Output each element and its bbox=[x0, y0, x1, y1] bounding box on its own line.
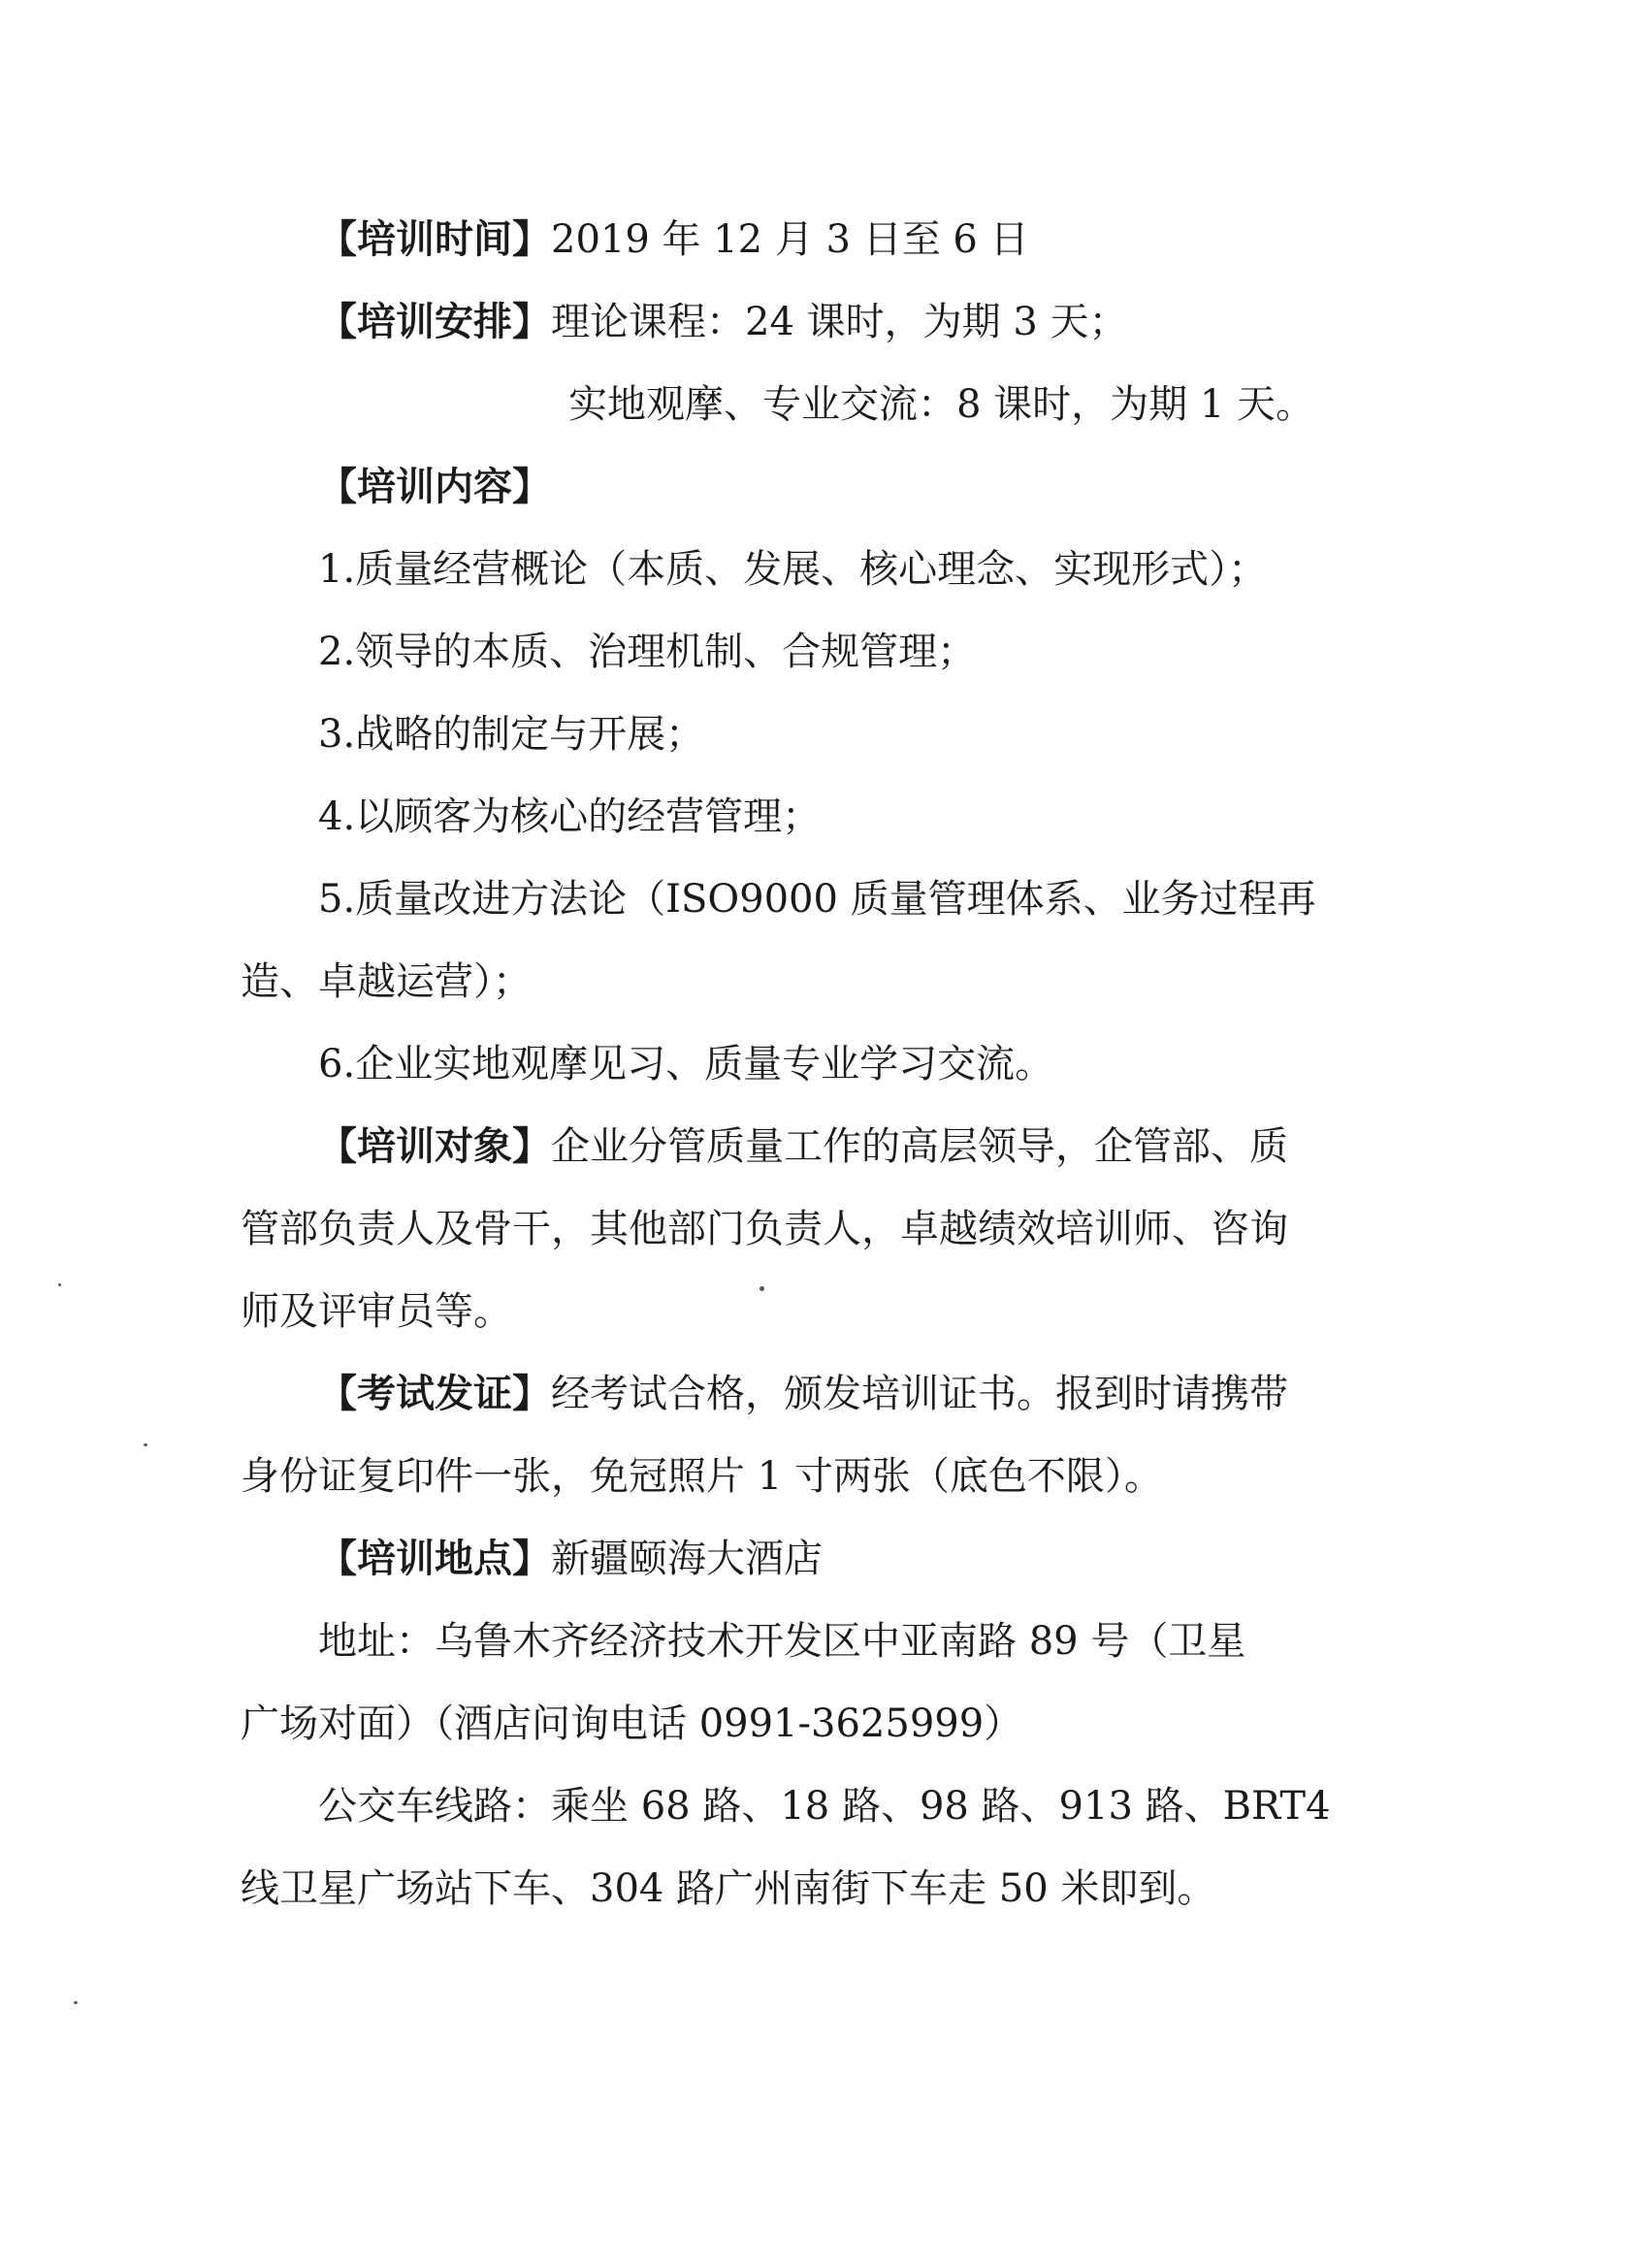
training-target-row-3 bbox=[241, 1271, 1356, 1353]
training-target-line2: 管部负责人及骨干，其他部门负责人，卓越绩效培训师、咨询 bbox=[241, 1207, 1288, 1251]
training-target-label: 【培训对象】 bbox=[318, 1124, 551, 1169]
training-content-item bbox=[241, 529, 1356, 611]
scan-speck bbox=[58, 1283, 61, 1286]
content-item-text: 5.质量改进方法论（ISO9000 质量管理体系、业务过程再 bbox=[318, 877, 1316, 922]
content-item-text: 2.领导的本质、治理机制、合规管理； bbox=[318, 630, 977, 674]
scan-speck bbox=[74, 2001, 78, 2004]
exam-certificate-row-2 bbox=[241, 1436, 1356, 1518]
content-item-text: 造、卓越运营）； bbox=[241, 959, 532, 1004]
training-time-label: 【培训时间】 bbox=[318, 217, 551, 262]
bus-route-row-2 bbox=[241, 1848, 1356, 1930]
exam-certificate-line1: 经考试合格，颁发培训证书。报到时请携带 bbox=[551, 1372, 1288, 1416]
content-item-text: 6.企业实地观摩见习、质量专业学习交流。 bbox=[318, 1042, 1054, 1086]
training-schedule-row-2 bbox=[241, 364, 1356, 446]
training-time-value: 2019 年 12 月 3 日至 6 日 bbox=[551, 217, 1029, 262]
training-content-item bbox=[241, 776, 1356, 859]
bus-route-line2: 线卫星广场站下车、304 路广州南街下车走 50 米即到。 bbox=[241, 1866, 1216, 1911]
address-line1: 地址：乌鲁木齐经济技术开发区中亚南路 89 号（卫星 bbox=[318, 1619, 1246, 1664]
scan-speck bbox=[144, 1443, 147, 1446]
training-schedule-label: 【培训安排】 bbox=[318, 300, 551, 344]
exam-certificate-line2: 身份证复印件一张，免冠照片 1 寸两张（底色不限）。 bbox=[241, 1454, 1163, 1499]
training-content-item bbox=[241, 1023, 1356, 1106]
training-content-item bbox=[241, 859, 1356, 941]
training-content-item-continued bbox=[241, 941, 1356, 1023]
scan-speck bbox=[760, 1286, 764, 1291]
training-target-row bbox=[241, 1106, 1356, 1188]
content-item-text: 3.战略的制定与开展； bbox=[318, 712, 705, 757]
bus-route-line1: 公交车线路：乘坐 68 路、18 路、98 路、913 路、BRT4 bbox=[318, 1784, 1331, 1829]
address-row bbox=[241, 1601, 1356, 1683]
content-item-text: 4.以顾客为核心的经营管理； bbox=[318, 794, 822, 839]
training-target-line1: 企业分管质量工作的高层领导，企管部、质 bbox=[551, 1124, 1288, 1169]
training-target-row-2 bbox=[241, 1188, 1356, 1271]
training-content-label: 【培训内容】 bbox=[318, 465, 551, 509]
training-schedule-line1: 理论课程：24 课时，为期 3 天； bbox=[551, 300, 1128, 344]
training-content-item bbox=[241, 694, 1356, 776]
content-item-text: 1.质量经营概论（本质、发展、核心理念、实现形式）； bbox=[318, 547, 1268, 592]
document-body bbox=[241, 199, 1356, 1930]
exam-certificate-row bbox=[241, 1353, 1356, 1436]
bus-route-row bbox=[241, 1766, 1356, 1848]
training-location-row bbox=[241, 1518, 1356, 1601]
training-schedule-row bbox=[241, 281, 1356, 364]
address-line2: 广场对面）（酒店问询电话 0991-3625999） bbox=[241, 1701, 1023, 1746]
training-target-line3: 师及评审员等。 bbox=[241, 1289, 512, 1334]
training-location-label: 【培训地点】 bbox=[318, 1537, 551, 1581]
training-schedule-line2: 实地观摩、专业交流：8 课时，为期 1 天。 bbox=[568, 382, 1315, 427]
training-content-heading-row bbox=[241, 446, 1356, 529]
address-row-2 bbox=[241, 1683, 1356, 1766]
exam-certificate-label: 【考试发证】 bbox=[318, 1372, 551, 1416]
training-location-value: 新疆颐海大酒店 bbox=[551, 1537, 823, 1581]
training-content-item bbox=[241, 611, 1356, 694]
training-time-row bbox=[241, 199, 1356, 281]
